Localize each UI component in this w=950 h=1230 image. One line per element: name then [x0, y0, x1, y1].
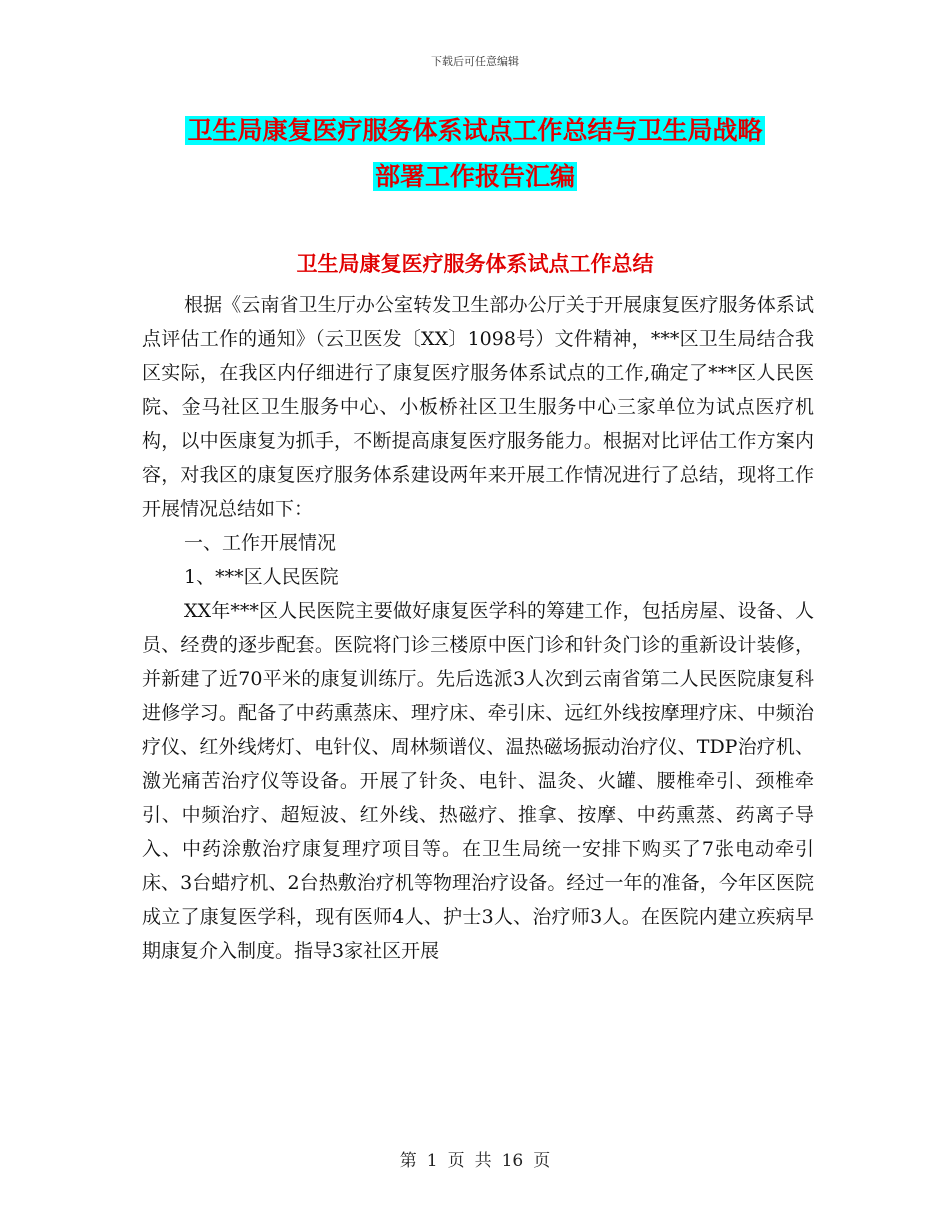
- paragraph: XX年***区人民医院主要做好康复医学科的筹建工作，包括房屋、设备、人员、经费的逐步配套。医院将门诊三楼原中医门诊和针灸门诊的重新设计装修，并新建了近70平米的康复训练厅。先后选派3人次到云南省第二人民医院康复科进修学习。配备了中药熏蒸床、理疗床、牵引床、远红外线按摩理疗床、中频治疗仪、红外线烤灯、电针仪、周林频谱仪、温热磁场振动治疗仪、TDP治疗机、激光痛苦治疗仪等设备。开展了针灸、电针、温灸、火罐、腰椎牵引、颈椎牵引、中频治疗、超短波、红外线、热磁疗、推拿、按摩、中药熏蒸、药离子导入、中药涂敷治疗康复理疗项目等。在卫生局统一安排下购买了7张电动牵引床、3台蜡疗机、2台热敷治疗机等物理治疗设备。经过一年的准备，今年区医院成立了康复医学科，现有医师4人、护士3人、治疗师3人。在医院内建立疾病早期康复介入制度。指导3家社区开展: [142, 600, 814, 962]
- document-title: [140, 108, 810, 200]
- paragraph: 根据《云南省卫生厅办公室转发卫生部办公厅关于开展康复医疗服务体系试点评估工作的通知》（云卫医发〔XX〕1098号）文件精神，***区卫生局结合我区实际，在我区内仔细进行了康复医疗服务体系试点的工作,确定了***区人民医院、金马社区卫生服务中心、小板桥社区卫生服务中心三家单位为试点医疗机构，以中医康复为抓手，不断提高康复医疗服务能力。根据对比评估工作方案内容，对我区的康复医疗服务体系建设两年来开展工作情况进行了总结，现将工作开展情况总结如下：: [142, 294, 814, 520]
- footer-page-word: 页: [447, 1151, 465, 1171]
- subsection-heading: 1、***区人民医院: [184, 566, 339, 588]
- total-pages: 16: [501, 1151, 524, 1171]
- footer-prefix: 第: [399, 1151, 417, 1171]
- footer-total-word: 共: [474, 1151, 492, 1171]
- document-body: [142, 288, 814, 968]
- section-title: 卫生局康复医疗服务体系试点工作总结: [296, 252, 654, 276]
- footer-suffix: 页: [533, 1151, 551, 1171]
- document-title-line-2: 部署工作报告汇编: [374, 162, 575, 191]
- document-title-line-1: 卫生局康复医疗服务体系试点工作总结与卫生局战略: [187, 116, 763, 145]
- page-footer: [0, 1146, 950, 1171]
- section-heading: 一、工作开展情况: [184, 532, 337, 554]
- header-note: 下载后可任意编辑: [431, 55, 519, 68]
- page-number: 1: [426, 1151, 438, 1171]
